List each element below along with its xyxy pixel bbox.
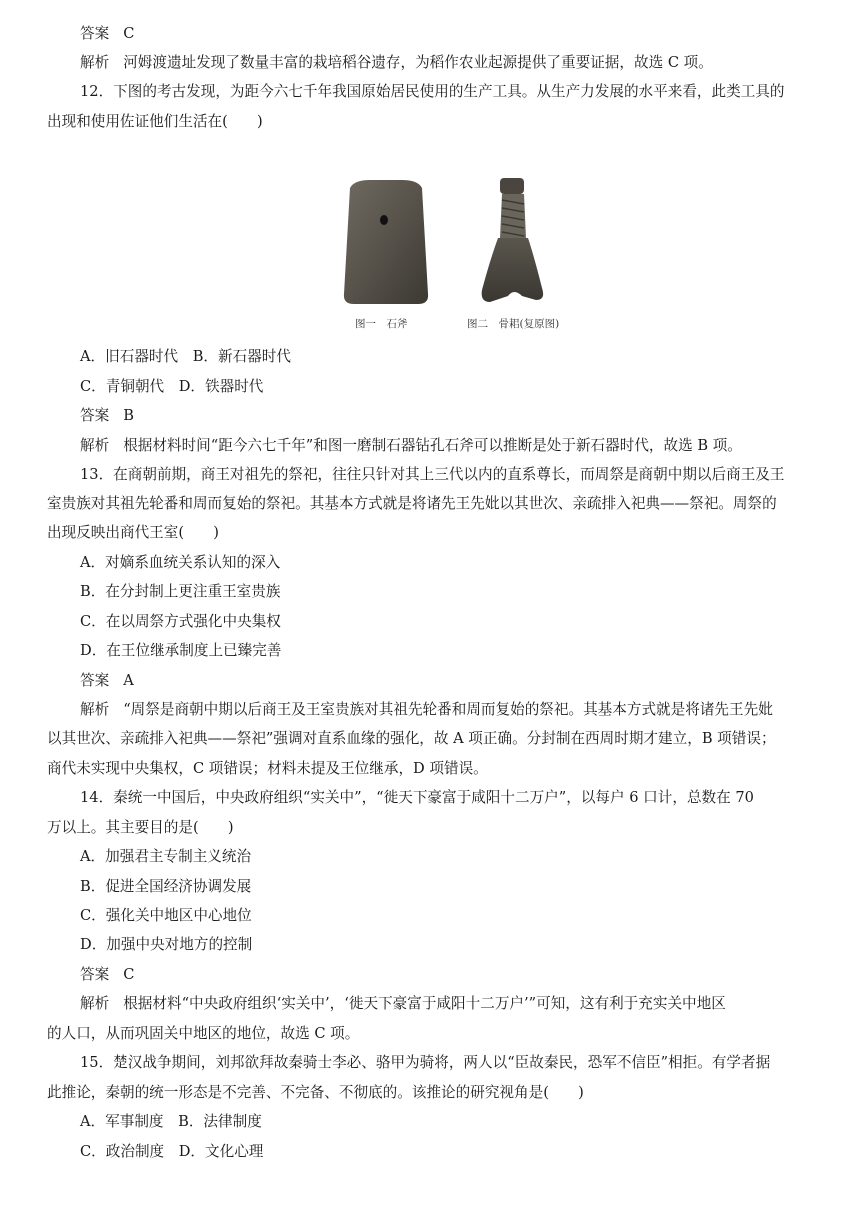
fig2-caption: 图二 骨耜(复原图) <box>467 318 560 330</box>
q13-stem-line2: 室贵族对其祖先轮番和周而复始的祭祀。其基本方式就是将诸先王先妣以其世次、亲疏排入祀典——祭祀。周祭的 <box>47 495 777 512</box>
q12-options-line1: A．旧石器时代 B．新石器时代 <box>80 348 291 365</box>
q14-answer <box>80 965 134 985</box>
q11-analysis <box>80 53 713 73</box>
analysis-label: 解析 <box>80 437 110 454</box>
q13-analysis-line2: 以其世次、亲疏排入祀典——祭祀”强调对直系血缘的强化，故 A 项正确。分封制在西周时期才建立，B 项错误； <box>47 730 776 747</box>
axe-hole <box>380 215 388 225</box>
analysis-label: 解析 <box>80 701 110 718</box>
q13-stem-line1: 13．在商朝前期，商王对祖先的祭祀，往往只针对其上三代以内的直系尊长，而周祭是商朝中期以后商王及王 <box>80 466 785 483</box>
analysis-text: 根据材料“中央政府组织‘实关中’，‘徙天下豪富于咸阳十二万户’”可知，这有利于充实关中地区 <box>123 995 726 1012</box>
q12-figure <box>330 176 590 336</box>
answer-label: 答案 <box>80 407 110 424</box>
q14-analysis-line1 <box>80 994 726 1014</box>
q14-option-b: B．促进全国经济协调发展 <box>80 878 252 895</box>
q13-analysis-line1 <box>80 700 773 720</box>
answer-value: B <box>123 407 134 424</box>
q15-options-line1: A．军事制度 B．法律制度 <box>80 1113 262 1130</box>
q13-stem-line3: 出现反映出商代王室( ) <box>47 524 219 541</box>
answer-value: A <box>123 672 134 689</box>
q13-option-c: C．在以周祭方式强化中央集权 <box>80 613 281 630</box>
q13-option-b: B．在分封制上更注重王室贵族 <box>80 583 281 600</box>
q14-analysis-line2: 的人口，从而巩固关中地区的地位，故选 C 项。 <box>47 1025 360 1042</box>
q11-answer <box>80 24 134 44</box>
q12-analysis <box>80 436 742 456</box>
q12-options-line2: C．青铜朝代 D．铁器时代 <box>80 378 264 395</box>
stone-tools-illustration <box>330 176 590 336</box>
q14-option-a: A．加强君主专制主义统治 <box>80 848 252 865</box>
answer-label: 答案 <box>80 966 110 983</box>
q14-option-d: D．加强中央对地方的控制 <box>80 936 253 953</box>
q12-answer <box>80 406 134 426</box>
q14-stem-line1: 14．秦统一中国后，中央政府组织“实关中”，“徙天下豪富于咸阳十二万户”，以每户 6 口计，总数在 70 <box>80 789 754 806</box>
stone-axe-shape <box>344 180 428 304</box>
q15-options-line2: C．政治制度 D．文化心理 <box>80 1143 264 1160</box>
spade-blade <box>482 238 543 302</box>
q13-option-d: D．在王位继承制度上已臻完善 <box>80 642 282 659</box>
analysis-text: 根据材料时间“距今六七千年”和图一磨制石器钻孔石斧可以推断是处于新石器时代，故选 B 项。 <box>123 437 742 454</box>
answer-value: C <box>123 966 135 983</box>
answer-label: 答案 <box>80 672 110 689</box>
analysis-label: 解析 <box>80 54 110 71</box>
q13-analysis-line3: 商代未实现中央集权，C 项错误；材料未提及王位继承，D 项错误。 <box>47 760 488 777</box>
q13-answer <box>80 671 134 691</box>
q13-option-a: A．对嫡系血统关系认知的深入 <box>80 554 281 571</box>
q14-option-c: C．强化关中地区中心地位 <box>80 907 252 924</box>
q12-stem-line2: 出现和使用佐证他们生活在( ) <box>47 113 263 130</box>
q14-stem-line2: 万以上。其主要目的是( ) <box>47 819 234 836</box>
q15-stem-line2: 此推论，秦朝的统一形态是不完善、不完备、不彻底的。该推论的研究视角是( ) <box>47 1084 584 1101</box>
answer-label: 答案 <box>80 25 110 42</box>
q15-stem-line1: 15．楚汉战争期间，刘邦欲拜故秦骑士李必、骆甲为骑将，两人以“臣故秦民，恐军不信臣”相拒。有学者据 <box>80 1054 771 1071</box>
q12-stem-line1: 12．下图的考古发现，为距今六七千年我国原始居民使用的生产工具。从生产力发展的水平来看，此类工具的 <box>80 83 785 100</box>
analysis-text: 河姆渡遗址发现了数量丰富的栽培稻谷遗存，为稻作农业起源提供了重要证据，故选 C 项。 <box>123 54 713 71</box>
analysis-text: “周祭是商朝中期以后商王及王室贵族对其祖先轮番和周而复始的祭祀。其基本方式就是将诸先王先妣 <box>123 701 773 718</box>
analysis-label: 解析 <box>80 995 110 1012</box>
spade-handle <box>500 178 524 194</box>
fig1-caption: 图一 石斧 <box>355 318 408 330</box>
answer-value: C <box>123 25 135 42</box>
